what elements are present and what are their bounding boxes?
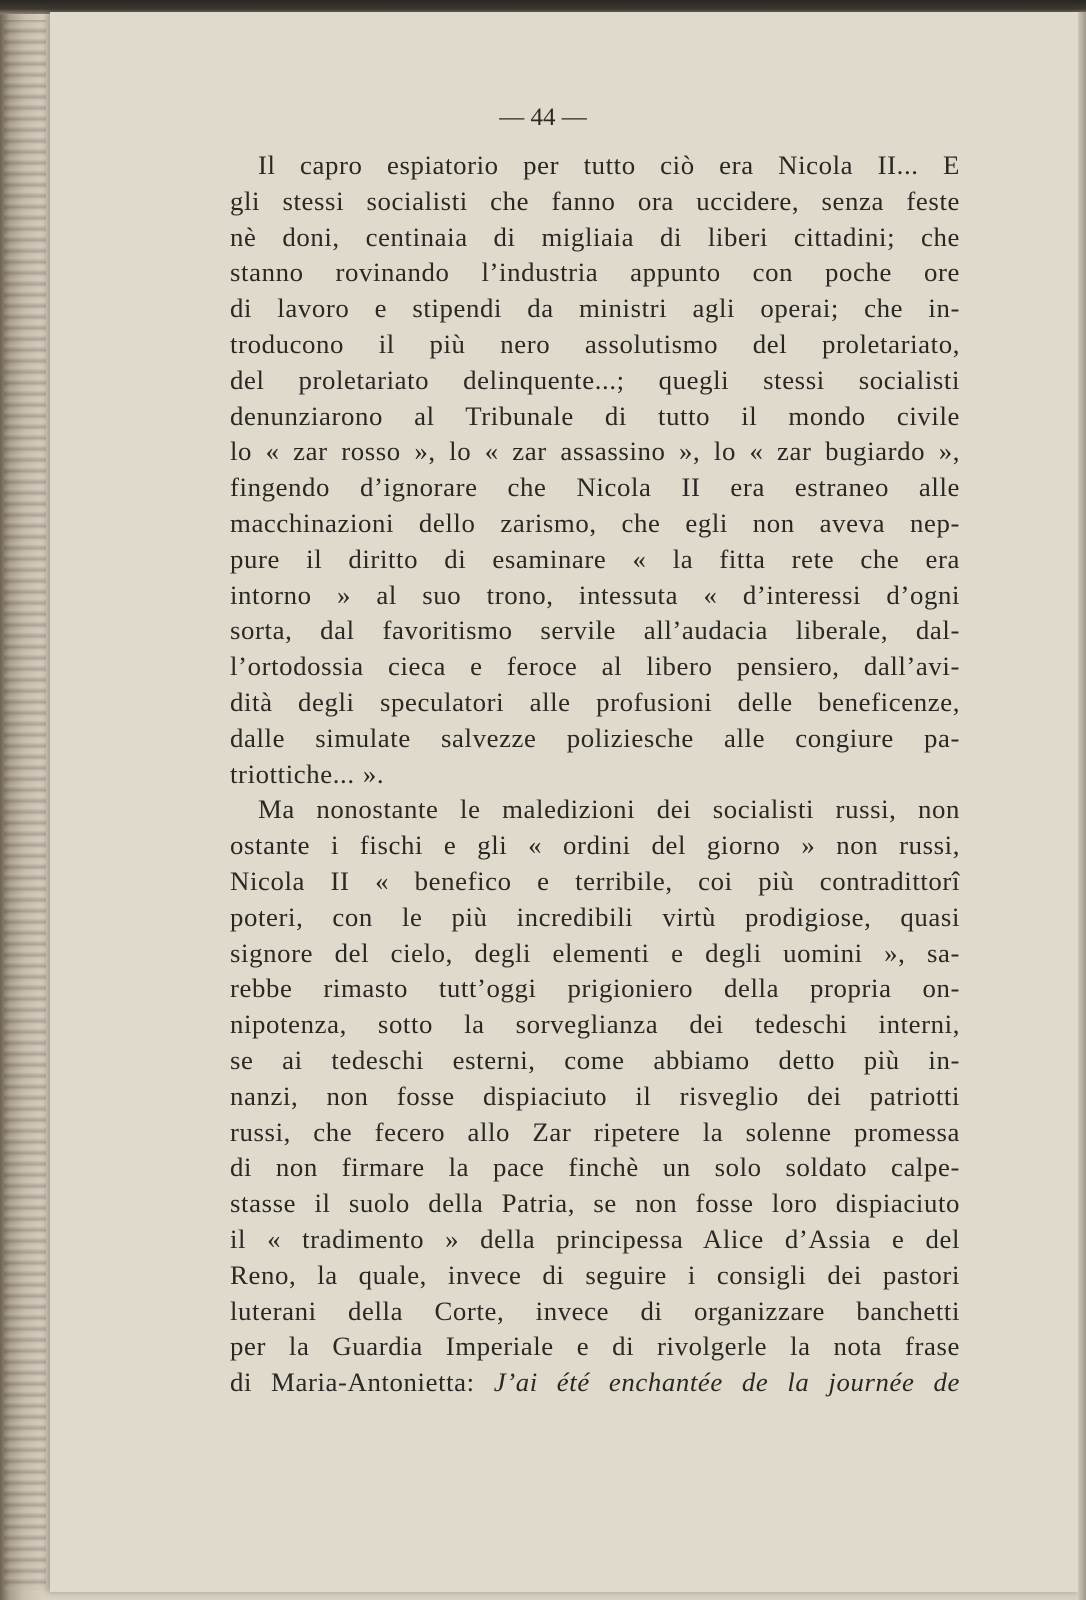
text-line-final (230, 1365, 960, 1401)
page-number: — 44 — (499, 104, 587, 131)
text-line: rebbe rimasto tutt’oggi prigioniero della propria on- (230, 973, 960, 1004)
text-line: russi, che fecero allo Zar ripetere la solenne promessa (230, 1116, 960, 1147)
french-quote-italic: J’ai été enchantée de la journée de (493, 1367, 960, 1398)
paragraph-2 (230, 792, 960, 1401)
text-line: per la Guardia Imperiale e di rivolgerle la nota frase (230, 1331, 960, 1362)
text-line: dità degli speculatori alle profusioni delle beneficenze, (230, 686, 960, 717)
text-line: ostante i fischi e gli « ordini del giorno » non russi, (230, 830, 960, 861)
text-line: intorno » al suo trono, intessuta « d’interessi d’ogni (230, 579, 960, 610)
text-line: nipotenza, sotto la sorveglianza dei tedeschi interni, (230, 1009, 960, 1040)
paragraph-1 (230, 148, 960, 792)
text-line: signore del cielo, degli elementi e degli uomini », sa- (230, 937, 960, 968)
text-line: stanno rovinando l’industria appunto con poche ore (230, 257, 960, 288)
text-line: nanzi, non fosse dispiaciuto il risveglio dei patriotti (230, 1080, 960, 1111)
text-line: stasse il suolo della Patria, se non fosse loro dispiaciuto (230, 1188, 960, 1219)
text-line: poteri, con le più incredibili virtù prodigiose, quasi (230, 901, 960, 932)
page-deckle-edge (4, 20, 46, 1590)
text-line: Reno, la quale, invece di seguire i consigli dei pastori (230, 1259, 960, 1290)
text-line: gli stessi socialisti che fanno ora uccidere, senza feste (230, 185, 960, 216)
text-line: dalle simulate salvezze poliziesche alle congiure pa- (230, 722, 960, 753)
text-line: il « tradimento » della principessa Alice d’Assia e del (230, 1223, 960, 1254)
page-right-edge (1078, 12, 1086, 1600)
text-line: nè doni, centinaia di migliaia di liberi cittadini; che (230, 221, 960, 252)
text-line: denunziarono al Tribunale di tutto il mondo civile (230, 400, 960, 431)
text-line: l’ortodossia cieca e feroce al libero pensiero, dall’avi- (230, 651, 960, 682)
text-line: Il capro espiatorio per tutto ciò era Nicola II... E (258, 150, 960, 180)
text-line: fingendo d’ignorare che Nicola II era estraneo alle (230, 472, 960, 503)
text-line: Ma nonostante le maledizioni dei socialisti russi, non (258, 794, 960, 825)
text-plain: di Maria-Antonietta: (230, 1367, 494, 1398)
text-line: troducono il più nero assolutismo del proletariato, (230, 328, 960, 359)
text-line: pure il diritto di esaminare « la fitta rete che era (230, 543, 960, 574)
text-line: sorta, dal favoritismo servile all’audacia liberale, dal- (230, 615, 960, 646)
text-line: Nicola II « benefico e terribile, coi più contradittorî (230, 865, 960, 896)
text-line: luterani della Corte, invece di organizzare banchetti (230, 1295, 960, 1326)
text-line: di lavoro e stipendi da ministri agli operai; che in- (230, 293, 960, 324)
body-text (230, 148, 960, 1401)
text-line: del proletariato delinquente...; quegli stessi socialisti (230, 364, 960, 395)
text-line: se ai tedeschi esterni, come abbiamo detto più in- (230, 1044, 960, 1075)
text-line: lo « zar rosso », lo « zar assassino », lo « zar bugiardo », (230, 436, 960, 467)
text-line: triottiche... ». (230, 758, 385, 789)
text-line: di non firmare la pace finchè un solo soldato calpe- (230, 1152, 960, 1183)
text-line: macchinazioni dello zarismo, che egli non aveva nep- (230, 507, 960, 538)
